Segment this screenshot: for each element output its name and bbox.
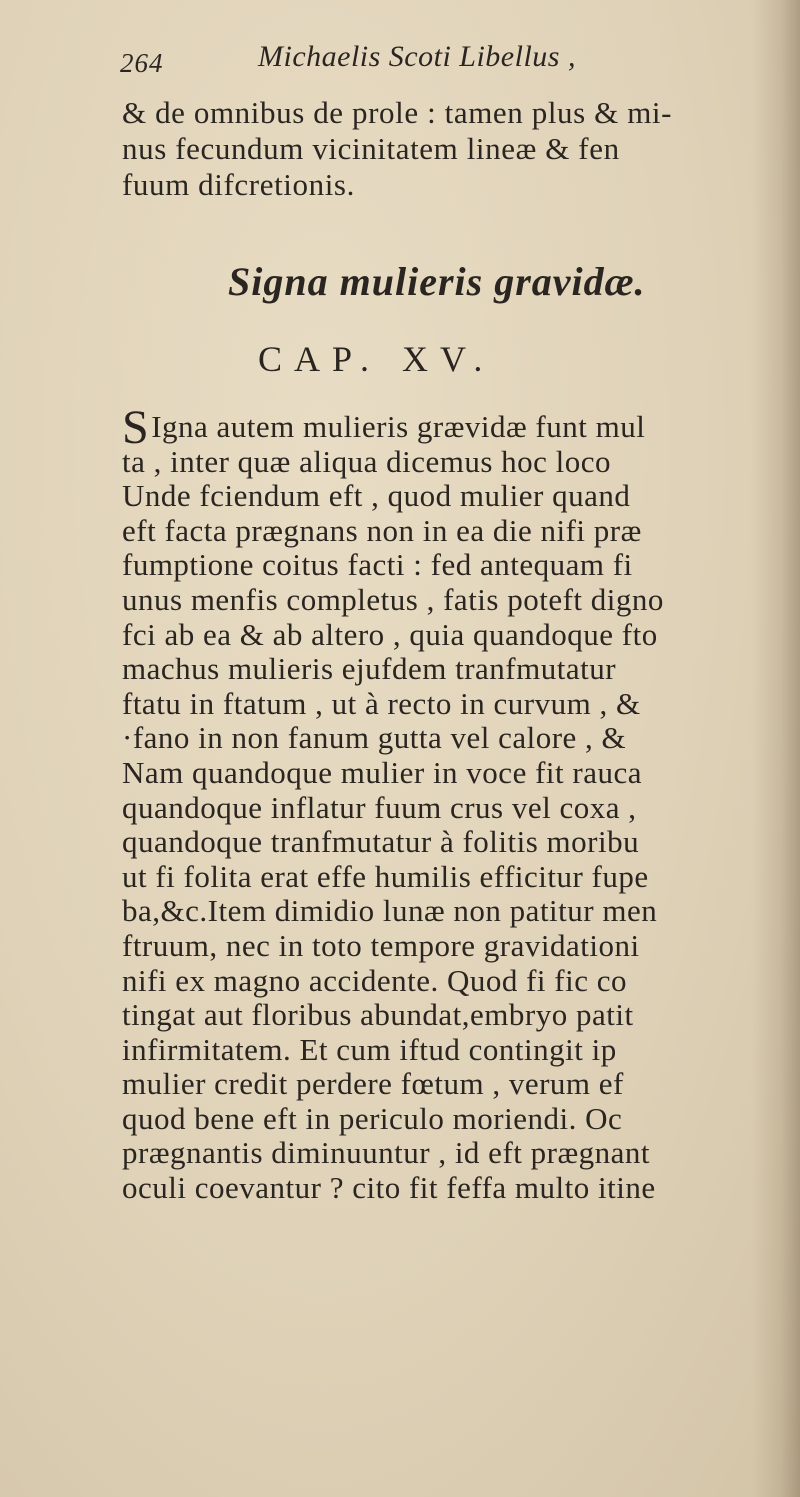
text-line: ut fi folita erat effe humilis efficitur fupe <box>122 858 649 894</box>
section-heading: Signa mulieris gravidæ. <box>228 259 646 304</box>
text-line: ba,&c.Item dimidio lunæ non patitur men <box>122 893 658 929</box>
text-line: ta , inter quæ aliqua dicemus hoc loco <box>122 443 612 479</box>
text-line: machus mulieris ejufdem tranfmutatur <box>122 651 617 687</box>
text-line: tingat aut floribus abundat,embryo patit <box>122 997 634 1033</box>
running-title: Michaelis Scoti Libellus , <box>258 40 576 73</box>
page-header <box>120 40 720 90</box>
text-line: fumptione coitus facti : fed antequam fi <box>122 547 633 583</box>
text-line: oculi coevantur ? cito fit feffa multo itine <box>122 1170 656 1206</box>
chapter-number: CAP. XV. <box>258 339 495 379</box>
text-line: quod bene eft in periculo moriendi. Oc <box>122 1100 623 1136</box>
text-line: fci ab ea & ab altero , quia quandoque fto <box>122 616 658 652</box>
text-line: nus fecundum vicinitatem lineæ & fen <box>122 131 620 166</box>
text-line: ·fano in non fanum gutta vel calore , & <box>122 720 627 756</box>
text-line: mulier credit perdere fœtum , verum ef <box>122 1066 624 1102</box>
text-line: infirmitatem. Et cum iftud contingit ip <box>122 1031 617 1067</box>
text-line: unus menfis completus , fatis poteft digno <box>122 581 664 617</box>
text-line: quandoque tranfmutatur à folitis moribu <box>122 824 640 860</box>
text-line: nifi ex magno accidente. Quod fi fic co <box>122 962 627 998</box>
text-line: Unde fciendum eft , quod mulier quand <box>122 478 631 514</box>
text-line <box>122 401 782 454</box>
continued-paragraph <box>122 95 762 203</box>
text-line: quandoque inflatur fuum crus vel coxa , <box>122 789 637 825</box>
page-number: 264 <box>120 48 164 78</box>
text-line: ftatu in ftatum , ut à recto in curvum , & <box>122 685 641 721</box>
drop-cap: S <box>122 401 150 454</box>
text-line: ftruum, nec in toto tempore gravidationi <box>122 927 640 963</box>
chapter-paragraph <box>122 401 782 1206</box>
text-line: eft facta prægnans non in ea die nifi præ <box>122 512 642 548</box>
text-line-content: Igna autem mulieris grævidæ funt mul <box>151 409 646 444</box>
text-line: Nam quandoque mulier in voce fit rauca <box>122 754 642 790</box>
text-line: & de omnibus de prole : tamen plus & mi- <box>122 95 673 130</box>
text-line: prægnantis diminuuntur , id eft prægnant <box>122 1135 651 1171</box>
text-line: fuum difcretionis. <box>122 167 355 202</box>
